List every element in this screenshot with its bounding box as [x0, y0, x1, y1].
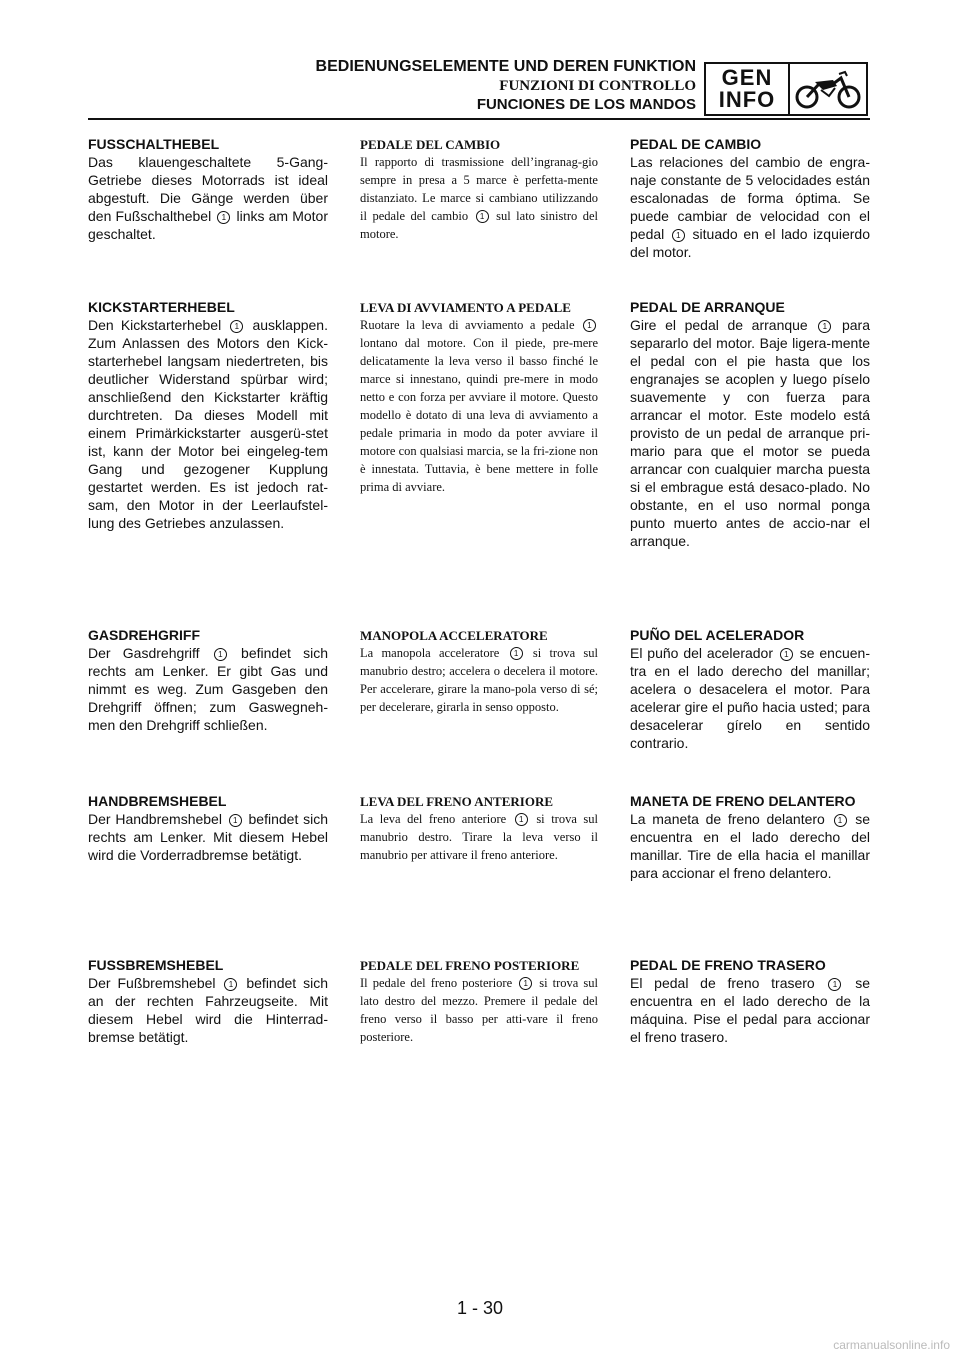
body-text: Der Fußbremshebel — [88, 975, 223, 991]
body-text: Il pedale del freno posteriore — [360, 976, 518, 990]
section-title: PEDAL DE CAMBIO — [630, 136, 762, 152]
watermark: carmanualsonline.info — [833, 1338, 950, 1352]
section-title: PEDAL DE ARRANQUE — [630, 299, 785, 315]
section-body — [360, 810, 598, 864]
section-es-3 — [630, 627, 870, 752]
section-body — [88, 974, 328, 1046]
section-de-1 — [88, 136, 328, 243]
header-rule — [88, 118, 870, 120]
body-text: situado en el lado izquierdo del motor. — [630, 226, 870, 260]
reference-number-marker: 1 — [515, 813, 528, 826]
section-de-3 — [88, 627, 328, 734]
header-title-de: BEDIENUNGSELEMENTE UND DEREN FUNKTION — [315, 58, 696, 75]
reference-number-marker: 1 — [217, 211, 230, 224]
body-text: Las relaciones del cambio de engra-naje constante de 5 velocidades están escalonadas de forma óptima. Se puede cambiar de velocidad con el pedal — [630, 154, 870, 242]
section-body — [360, 644, 598, 716]
body-text: se encuentra en el lado derecho de la máquina. Pise el pedal para accionar el freno trasero. — [630, 975, 870, 1045]
body-text: si trova sul manubrio destro. Tirare la leva verso il manubrio per attivare il freno anteriore. — [360, 812, 599, 862]
badge-line-2: INFO — [718, 87, 776, 112]
body-text: El pedal de freno trasero — [630, 975, 827, 991]
section-es-5 — [630, 957, 870, 1046]
body-text: El puño del acelerador — [630, 645, 778, 661]
body-text: Il rapporto di trasmissione dell’ingranag-gio sempre in presa a 5 marce è perfetta-mente distanziato. Le marce si cambiano utilizzando il pedale del cambio — [360, 155, 598, 223]
section-title: LEVA DEL FRENO ANTERIORE — [360, 794, 554, 809]
section-title: MANETA DE FRENO DELANTERO — [630, 793, 856, 809]
body-text: Den Kickstarterhebel — [88, 317, 229, 333]
badge-line-1: GEN — [721, 65, 773, 90]
section-it-4 — [360, 793, 598, 864]
body-text: se encuen-tra en el lado derecho del manillar; acelera o desacelera el motor. Para acelerar gire el puño hacia usted; para desacelerar gírelo en sentido contrario. — [630, 645, 870, 751]
body-text: befindet sich rechts am Lenker. Er gibt Gas und nimmt es weg. Zum Gasgeben den Drehgriff öffnen; zum Gaswegneh-men den Drehgriff schließen. — [88, 645, 328, 733]
body-text: sul lato sinistro del motore. — [360, 209, 598, 241]
reference-number-marker: 1 — [224, 978, 237, 991]
reference-number-marker: 1 — [828, 978, 841, 991]
body-text: La manopola acceleratore — [360, 646, 508, 660]
body-text: se encuentra en el lado derecho del manillar. Tire de ella hacia el manillar para accionar el freno delantero. — [630, 811, 870, 881]
reference-number-marker: 1 — [476, 210, 489, 223]
section-title: FUSSBREMSHEBEL — [88, 957, 224, 973]
header-title-es: FUNCIONES DE LOS MANDOS — [476, 96, 696, 113]
body-text: si trova sul manubrio destro; accelera o decelera il motore. Per accelerare, girare la mano-pola verso di sé; per decelerare, girarla in senso opposto. — [360, 646, 598, 714]
reference-number-marker: 1 — [818, 320, 831, 333]
page-number: 1 - 30 — [456, 1298, 504, 1318]
reference-number-marker: 1 — [583, 319, 596, 332]
section-title: GASDREHGRIFF — [88, 627, 200, 643]
section-it-3 — [360, 627, 598, 716]
section-body — [88, 316, 328, 532]
section-title: HANDBREMSHEBEL — [88, 793, 227, 809]
body-text: La leva del freno anteriore — [360, 812, 513, 826]
section-body — [360, 316, 598, 496]
page-header — [300, 58, 696, 113]
body-text: ausklappen. Zum Anlassen des Motors den Kick-starterhebel langsam niedertreten, bis deutlicher Widerstand spürbar wird; anschließend den Kickstarter kräftig durchtreten. Da dieses Modell mit einem Primärkickstarter ausgerü-stet ist, kann der Motor bei eingeleg-tem Gang und gezogener Kupplung gestartet werden. Es ist jedoch rat-sam, den Motor in der Leerlaufstel-lung des Getriebes anzulassen. — [88, 317, 328, 531]
section-title: PEDALE DEL FRENO POSTERIORE — [360, 958, 580, 973]
section-body — [360, 974, 598, 1046]
section-it-2 — [360, 299, 598, 496]
section-title: PEDAL DE FRENO TRASERO — [630, 957, 826, 973]
body-text: Gire el pedal de arranque — [630, 317, 817, 333]
body-text: befindet sich an der rechten Fahrzeugseite. Mit diesem Hebel wird die Hinterrad-bremse betätigt. — [88, 975, 328, 1045]
section-title: FUSSCHALTHEBEL — [88, 136, 220, 152]
section-body — [360, 153, 598, 243]
badge-text — [706, 64, 790, 114]
reference-number-marker: 1 — [834, 814, 847, 827]
section-body — [630, 316, 870, 550]
reference-number-marker: 1 — [780, 648, 793, 661]
section-body — [88, 644, 328, 734]
section-body — [630, 153, 870, 261]
section-title: MANOPOLA ACCELERATORE — [360, 628, 548, 643]
section-body — [630, 810, 870, 882]
section-de-4 — [88, 793, 328, 864]
body-text: lontano dal motore. Con il piede, pre-mere delicatamente la leva verso il basso finché le marce si innestano, quindi pre-mere in modo netto e con forza per avviare il motore. Questo modello è dotato di una leva di avviamento a pedale primaria in modo da poter avviare il motore con qualsiasi marcia, se la fri-zione non è innestata. Tuttavia, è bene mettere in folle prima di avviare. — [360, 336, 598, 494]
section-es-4 — [630, 793, 870, 882]
section-it-1 — [360, 136, 598, 243]
section-body — [88, 153, 328, 243]
section-title: PEDALE DEL CAMBIO — [360, 137, 501, 152]
section-body — [88, 810, 328, 864]
body-text: para separarlo del motor. Baje ligera-mente el pedal con el pie hasta que los engranajes se acoplen y luego písel​o suavemente y con fuerza para arrancar el motor. Este modelo está provisto de un pedal de arranque pri-mario para que el motor se pueda arrancar con cualquier marcha puesta si el embrague está desaco-plado. No obstante, en el uso normal ponga punto muerto antes de accio-nar el arranque. — [630, 317, 870, 549]
body-text: links am Motor geschaltet. — [88, 208, 328, 242]
body-text: Ruotare la leva di avviamento a pedale — [360, 318, 581, 332]
body-text: Der Handbremshebel — [88, 811, 227, 827]
section-title: PUÑO DEL ACELERADOR — [630, 627, 805, 643]
reference-number-marker: 1 — [672, 229, 685, 242]
section-de-2 — [88, 299, 328, 532]
section-title: KICKSTARTERHEBEL — [88, 299, 235, 315]
reference-number-marker: 1 — [519, 977, 532, 990]
gen-info-badge — [704, 62, 868, 116]
reference-number-marker: 1 — [510, 647, 523, 660]
section-body — [630, 644, 870, 752]
header-title-it: FUNZIONI DI CONTROLLO — [499, 78, 696, 94]
section-de-5 — [88, 957, 328, 1046]
section-es-1 — [630, 136, 870, 261]
body-text: Das klauengeschaltete 5-Gang-Getriebe dieses Motorrads ist ideal abgestuft. Die Gänge werden über den Fußschalthebel — [88, 154, 328, 224]
body-text: La maneta de freno delantero — [630, 811, 832, 827]
reference-number-marker: 1 — [230, 320, 243, 333]
section-it-5 — [360, 957, 598, 1046]
section-body — [630, 974, 870, 1046]
body-text: Der Gasdrehgriff — [88, 645, 212, 661]
section-es-2 — [630, 299, 870, 550]
dirt-bike-icon — [790, 64, 866, 114]
reference-number-marker: 1 — [214, 648, 227, 661]
reference-number-marker: 1 — [229, 814, 242, 827]
section-title: LEVA DI AVVIAMENTO A PEDALE — [360, 300, 571, 315]
body-text: befindet sich rechts am Lenker. Mit diesem Hebel wird die Vorderradbremse betätigt. — [88, 811, 328, 863]
body-text: si trova sul lato destro del mezzo. Premere il pedale del freno verso il basso per atti-vare il freno posteriore. — [360, 976, 598, 1044]
